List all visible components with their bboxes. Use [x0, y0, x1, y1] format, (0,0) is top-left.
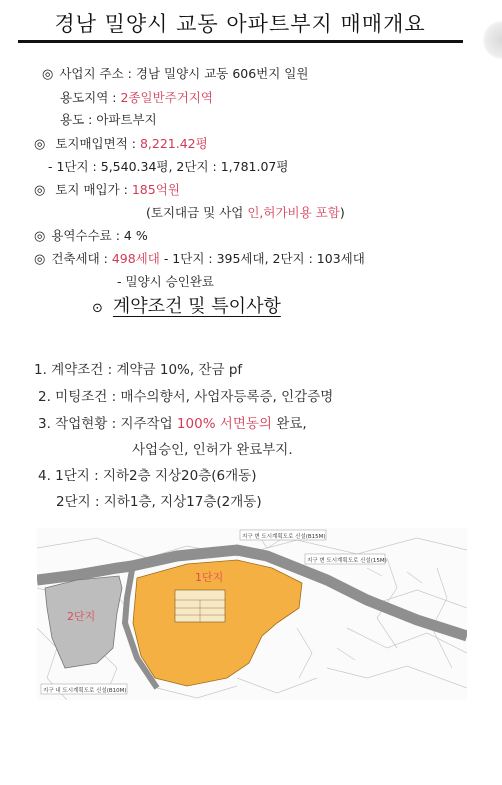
road-label-2: 지구 변 도시계획도로 신설(15M) — [307, 558, 387, 564]
summary-zone: 용도지역 : 2종일반주거지역 — [60, 90, 213, 105]
price-note-red: 인,허가비용 포함 — [247, 205, 340, 220]
units-value: 498세대 — [111, 251, 160, 266]
price-note-a: (토지대금 및 사업 — [146, 205, 248, 220]
address-label: 사업지 주소 — [59, 66, 124, 81]
condition-3-continued: 사업승인, 인허가 완료부지. — [132, 442, 293, 458]
road-label-3: 지구 내 도시계획도로 신설(B10M) — [43, 688, 127, 694]
section-heading — [92, 292, 281, 318]
circle-bullet-icon: ◎ — [34, 252, 46, 267]
circle-bullet-icon: ◎ — [42, 67, 54, 82]
site-map-drawing — [37, 528, 467, 700]
ratio-value: 4 % — [123, 228, 148, 243]
summary-price: ◎ 토지 매입가 : 185억원 — [34, 182, 180, 198]
title-underline — [18, 40, 463, 43]
summary-use: 용도 : 아파트부지 — [60, 112, 157, 127]
condition-5: 2단지 : 지하1층, 지상17층(2개동) — [56, 494, 262, 510]
price-label: 토지 매입가 — [55, 182, 120, 197]
summary-address: ◎ 사업지 주소 : 경남 밀양시 교동 606번지 일원 — [42, 66, 309, 82]
use-value: 아파트부지 — [96, 112, 157, 127]
area-detail: - 1단지 : 5,540.34평, 2단지 : 1,781.07평 — [48, 159, 289, 174]
approval-note: - 밀양시 승인완료 — [117, 274, 214, 289]
road-label-1: 지구 변 도시계획도로 신설(B15M) — [242, 534, 326, 540]
summary-area: ◎ 토지매입면적 : 8,221.42평 — [34, 136, 208, 152]
condition-1: 1. 계약조건 : 계약금 10%, 잔금 pf — [34, 362, 243, 378]
condition-3-b: 완료, — [271, 416, 307, 432]
circle-bullet-icon: ◎ — [34, 137, 46, 152]
summary-units: ◎ 건축세대 : 498세대 - 1단지 : 395세대, 2단지 : 103세대 — [34, 251, 365, 267]
units-detail: - 1단지 : 395세대, 2단지 : 103세대 — [163, 251, 365, 266]
page-title: 경남 밀양시 교동 아파트부지 매매개요 — [54, 12, 426, 36]
zone-value: 2종일반주거지역 — [120, 90, 213, 105]
price-note-b: ) — [339, 205, 345, 220]
ratio-label: 용역수수료 — [51, 228, 112, 243]
site-label-2: 2단지 — [67, 610, 96, 623]
condition-4: 4. 1단지 : 지하2층 지상20층(6개동) — [38, 468, 257, 484]
price-note — [146, 203, 345, 221]
site-map — [37, 528, 467, 700]
section-title: 계약조건 및 특이사항 — [112, 296, 281, 317]
condition-2: 2. 미팅조건 : 매수의향서, 사업자등록증, 인감증명 — [38, 389, 334, 405]
use-label: 용도 — [60, 112, 85, 127]
condition-3-red: 100% 서면동의 — [176, 416, 272, 432]
circle-bullet-icon: ◎ — [34, 229, 46, 244]
units-label: 건축세대 — [51, 251, 100, 266]
condition-3 — [38, 412, 307, 432]
area-label: 토지매입면적 — [55, 136, 128, 151]
area-value: 8,221.42평 — [139, 136, 208, 151]
site-label-1: 1단지 — [195, 571, 224, 584]
address-value: 경남 밀양시 교동 606번지 일원 — [135, 66, 309, 81]
condition-3-a: 3. 작업현황 : 지주작업 — [38, 416, 177, 432]
zone-label: 용도지역 — [60, 90, 109, 105]
target-icon: ⊙ — [92, 301, 103, 316]
circle-bullet-icon: ◎ — [34, 183, 46, 198]
scroll-indicator — [482, 20, 502, 60]
price-value: 185억원 — [131, 182, 180, 197]
summary-ratio: ◎ 용역수수료 : 4 % — [34, 228, 148, 244]
